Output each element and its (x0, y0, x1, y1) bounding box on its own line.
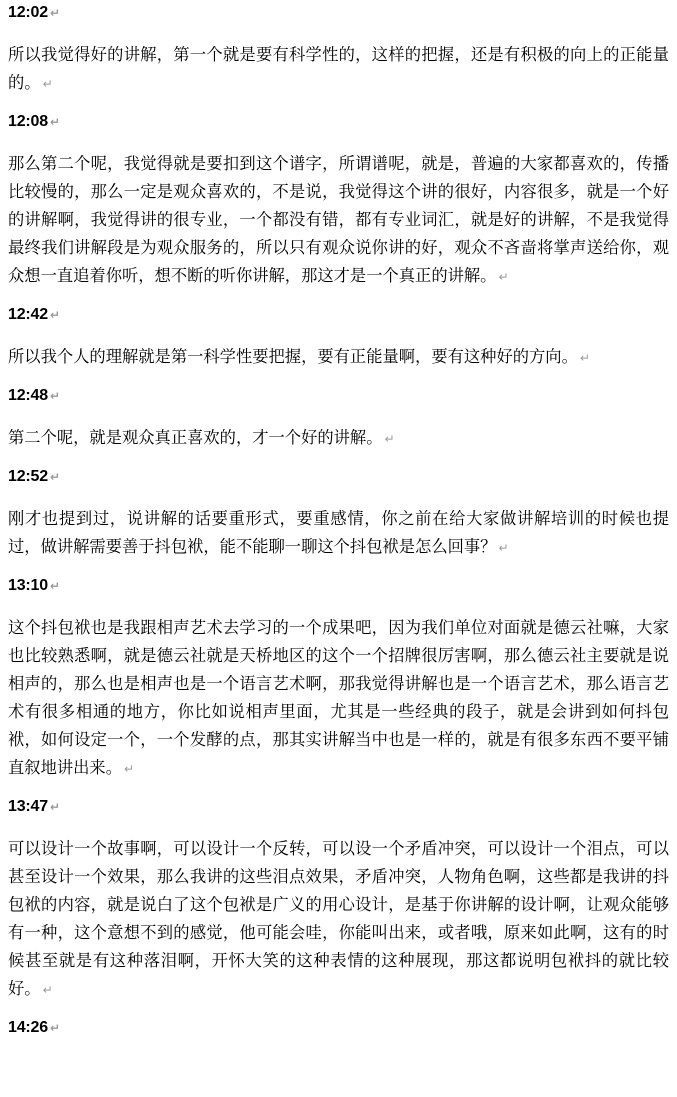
paragraph-mark-icon: ↵ (49, 579, 60, 593)
paragraph-mark-icon: ↵ (49, 1021, 60, 1035)
paragraph-mark-icon: ↵ (42, 983, 53, 997)
transcript-entry (8, 111, 669, 291)
timestamp: 12:02 ↵ (8, 4, 60, 21)
paragraph-mark-icon: ↵ (579, 351, 590, 365)
transcript-entry (8, 1017, 669, 1039)
timestamp: 13:47 ↵ (8, 798, 60, 815)
paragraph-mark-icon: ↵ (49, 308, 60, 322)
transcript-entry (8, 575, 669, 783)
transcript-paragraph: 那么第二个呢，我觉得就是要扣到这个谱字，所谓谱呢，就是，普遍的大家都喜欢的，传播比较慢的，那么一定是观众喜欢的，不是说，我觉得这个讲的很好，内容很多，就是一个好的讲解啊，我觉得讲的很专业，一个都没有错，都有专业词汇，就是好的讲解，不是我觉得最终我们讲解段是为观众服务的，所以只有观众说你讲的好，观众不吝啬将掌声送给你，观众想一直追着你听，想不断的听你讲解，那这才是一个真正的讲解。 ↵ (8, 154, 669, 285)
paragraph-mark-icon: ↵ (49, 115, 60, 129)
transcript-entry (8, 304, 669, 372)
paragraph-mark-icon: ↵ (49, 470, 60, 484)
transcript-paragraph: 这个抖包袱也是我跟相声艺术去学习的一个成果吧，因为我们单位对面就是德云社嘛，大家也比较熟悉啊，就是德云社就是天桥地区的这个一个招牌很厉害啊，那么德云社主要就是说相声的，那么也是相声也是一个语言艺术啊，那我觉得讲解也是一个语言艺术，那么语言艺术有很多相通的地方，你比如说相声里面，尤其是一些经典的段子，就是会讲到如何抖包袱，如何设定一个，一个发酵的点，那其实讲解当中也是一样的，就是有很多东西不要平铺直叙地讲出来。 ↵ (8, 618, 669, 777)
timestamp: 12:48 ↵ (8, 387, 60, 404)
transcript-paragraph: 刚才也提到过，说讲解的话要重形式，要重感情，你之前在给大家做讲解培训的时候也提过，做讲解需要善于抖包袱，能不能聊一聊这个抖包袱是怎么回事？ ↵ (8, 509, 669, 556)
paragraph-mark-icon: ↵ (42, 77, 53, 91)
transcript-entry (8, 466, 669, 562)
timestamp: 12:08 ↵ (8, 113, 60, 130)
transcript-paragraph: 可以设计一个故事啊，可以设计一个反转，可以设一个矛盾冲突，可以设计一个泪点，可以甚至设计一个效果，那么我讲的这些泪点效果，矛盾冲突，人物角色啊，这些都是我讲的抖包袱的内容，就是说白了这个包袱是广义的用心设计，是基于你讲解的设计啊，让观众能够有一种，这个意想不到的感觉，他可能会哇，你能叫出来，或者哦，原来如此啊，这有的时候甚至就是有这种落泪啊，开怀大笑的这种表情的这种展现，那这都说明包袱抖的就比较好。 ↵ (8, 839, 669, 998)
transcript-paragraph: 第二个呢，就是观众真正喜欢的，才一个好的讲解。 ↵ (8, 428, 395, 447)
transcript-entry (8, 385, 669, 453)
timestamp: 14:26 ↵ (8, 1019, 60, 1036)
paragraph-mark-icon: ↵ (123, 762, 135, 776)
paragraph-mark-icon: ↵ (49, 389, 60, 403)
paragraph-mark-icon: ↵ (49, 800, 60, 814)
transcript-entry (8, 796, 669, 1004)
timestamp: 12:42 ↵ (8, 306, 60, 323)
paragraph-mark-icon: ↵ (498, 270, 509, 284)
transcript-paragraph: 所以我个人的理解就是第一科学性要把握，要有正能量啊，要有这种好的方向。 ↵ (8, 347, 590, 366)
paragraph-mark-icon: ↵ (49, 6, 60, 20)
timestamp: 13:10 ↵ (8, 577, 60, 594)
transcript-paragraph: 所以我觉得好的讲解，第一个就是要有科学性的，这样的把握，还是有积极的向上的正能量的。 ↵ (8, 45, 669, 92)
paragraph-mark-icon: ↵ (384, 432, 395, 446)
transcript-entry (8, 2, 669, 98)
timestamp: 12:52 ↵ (8, 468, 60, 485)
paragraph-mark-icon: ↵ (498, 541, 509, 555)
